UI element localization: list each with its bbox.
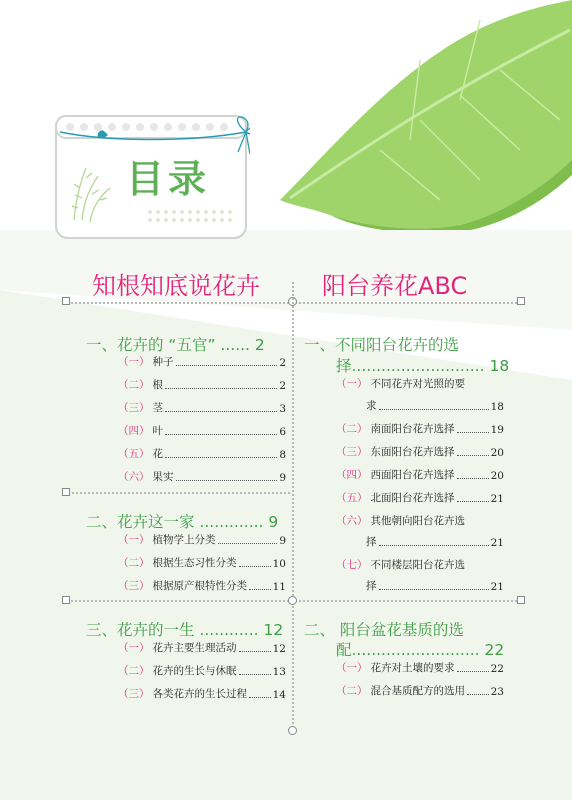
left-column-heading: 知根知底说花卉	[92, 272, 260, 300]
divider-vertical	[292, 282, 294, 732]
toc-item[interactable]: （六） 果实 9	[118, 471, 286, 484]
toc-section-title[interactable]: 一、不同阳台花卉的选	[304, 336, 460, 354]
toc-item[interactable]: （四） 西面阳台花卉选择 20	[336, 469, 504, 482]
toc-item[interactable]: （三） 根据原产根特性分类 11	[118, 580, 286, 593]
toc-item[interactable]: （三） 茎 3	[118, 402, 286, 415]
divider-square	[517, 297, 525, 305]
divider-circle	[288, 726, 297, 735]
toc-item[interactable]: （二） 根 2	[118, 379, 286, 392]
toc-section-title[interactable]: 二、 阳台盆花基质的选	[304, 621, 464, 639]
toc-section-title-cont[interactable]: 择........................... 18	[336, 357, 510, 375]
toc-item[interactable]: （四） 叶 6	[118, 425, 286, 438]
right-column-heading: 阳台养花ABC	[322, 272, 468, 300]
toc-item[interactable]: （三） 各类花卉的生长过程 14	[118, 688, 286, 701]
divider-square	[62, 297, 70, 305]
toc-item-cont[interactable]: 择 21	[366, 580, 504, 593]
toc-section-title[interactable]: 一、花卉的 “五官” ...... 2	[86, 336, 265, 354]
divider-left-mid	[68, 492, 290, 494]
divider-square	[517, 596, 525, 604]
toc-section-title[interactable]: 三、花卉的一生 ............ 12	[86, 621, 284, 639]
toc-item[interactable]: （二） 根据生态习性分类 10	[118, 557, 286, 570]
toc-item[interactable]: （六） 其他朝向阳台花卉选	[336, 515, 465, 527]
divider-square	[62, 596, 70, 604]
toc-item-cont[interactable]: 求 18	[366, 400, 504, 413]
toc-item[interactable]: （一） 不同花卉对光照的要	[336, 378, 465, 390]
toc-item[interactable]: （一） 花卉对土壤的要求 22	[336, 662, 504, 675]
toc-item[interactable]: （五） 北面阳台花卉选择 21	[336, 492, 504, 505]
toc-item[interactable]: （一） 种子 2	[118, 356, 286, 369]
toc-item[interactable]: （一） 植物学上分类 9	[118, 534, 286, 547]
toc-item-cont[interactable]: 择 21	[366, 536, 504, 549]
toc-section-title-cont[interactable]: 配.......................... 22	[336, 641, 505, 659]
toc-item[interactable]: （七） 不同楼层阳台花卉选	[336, 559, 465, 571]
toc-item[interactable]: （五） 花 8	[118, 448, 286, 461]
page-title: 目录	[126, 157, 211, 201]
toc-item[interactable]: （三） 东面阳台花卉选择 20	[336, 446, 504, 459]
toc-item[interactable]: （二） 混合基质配方的选用 23	[336, 685, 504, 698]
toc-item[interactable]: （二） 南面阳台花卉选择 19	[336, 423, 504, 436]
toc-section-title[interactable]: 二、花卉这一家 ............. 9	[86, 513, 279, 531]
leaf-illustration	[270, 0, 572, 230]
divider-square	[62, 488, 70, 496]
toc-item[interactable]: （一） 花卉主要生理活动 12	[118, 642, 286, 655]
divider-circle	[288, 596, 297, 605]
toc-item[interactable]: （二） 花卉的生长与休眠 13	[118, 665, 286, 678]
